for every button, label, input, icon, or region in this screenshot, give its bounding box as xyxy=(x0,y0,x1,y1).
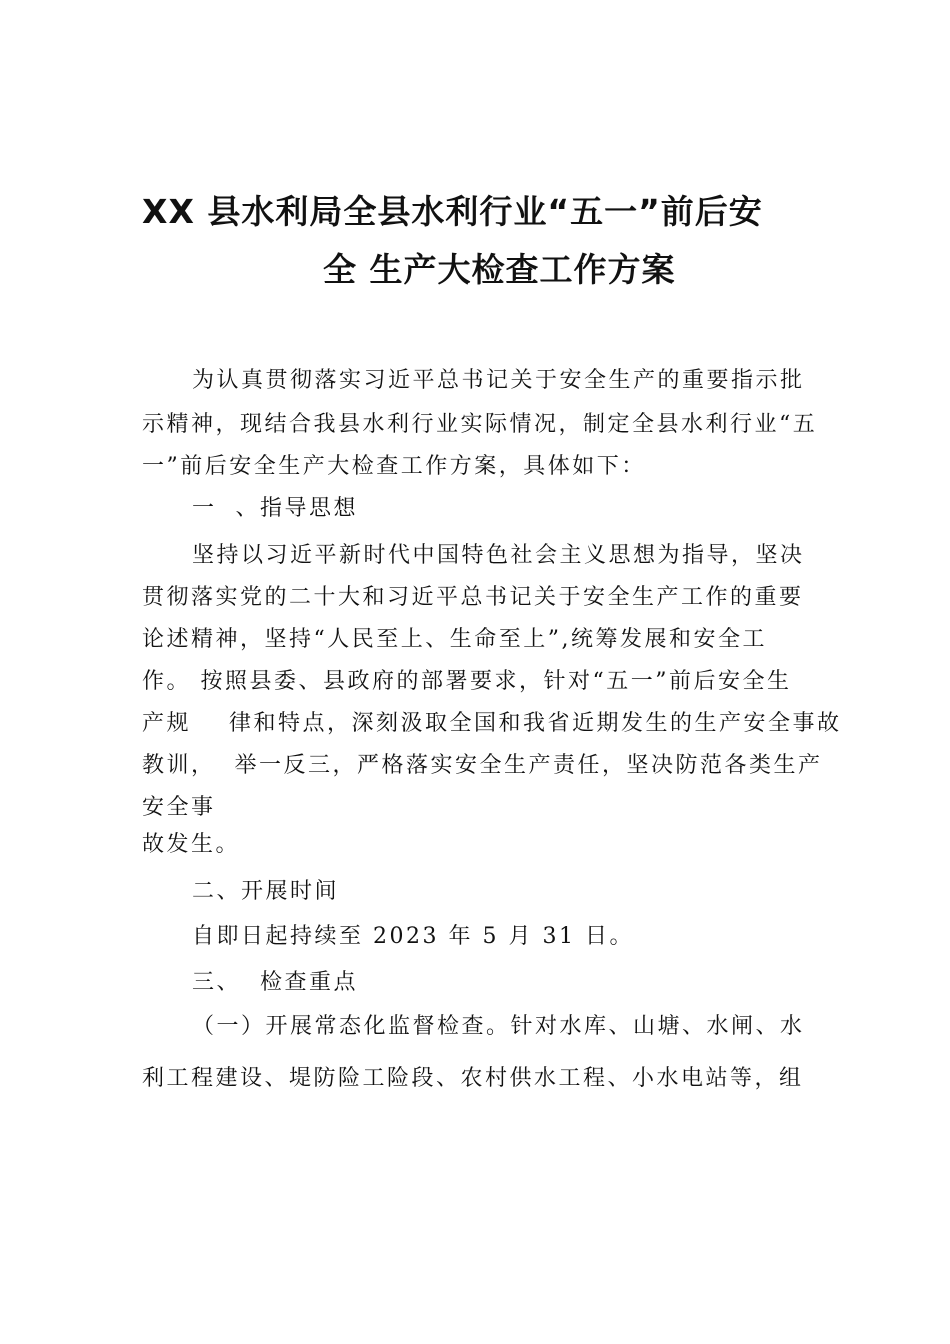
section1-line-3: 论述精神，坚持“人民至上、生命至上”,统筹发展和安全工 xyxy=(142,627,767,652)
intro-line-3: 一”前后安全生产大检查工作方案，具体如下： xyxy=(142,454,646,479)
section3-line-2: 利工程建设、堤防险工险段、农村供水工程、小水电站等，组 xyxy=(142,1066,804,1091)
section1-line-5: 产规 律和特点，深刻汲取全国和我省近期发生的生产安全事故 xyxy=(142,711,842,736)
section3-line-1: （一）开展常态化监督检查。针对水库、山塘、水闸、水 xyxy=(192,1014,805,1039)
section-heading-guiding-thought: 一 、指导思想 xyxy=(192,496,358,521)
section1-line-8: 故发生。 xyxy=(142,832,241,857)
intro-line-2: 示精神，现结合我县水利行业实际情况，制定全县水利行业“五 xyxy=(142,412,818,437)
document-title-line-1: XX 县水利局全县水利行业“五一”前后安 xyxy=(142,192,763,231)
document-title-line-2: 全 生产大检查工作方案 xyxy=(323,250,676,289)
section1-line-6: 教训， 举一反三，严格落实安全生产责任，坚决防范各类生产 xyxy=(142,753,823,778)
section1-line-7: 安全事 xyxy=(142,795,216,820)
section1-line-1: 坚持以习近平新时代中国特色社会主义思想为指导，坚决 xyxy=(192,543,805,568)
section-heading-schedule: 二、开展时间 xyxy=(192,879,340,904)
intro-line-1: 为认真贯彻落实习近平总书记关于安全生产的重要指示批 xyxy=(192,368,805,393)
section-heading-inspection-focus: 三、 检查重点 xyxy=(192,970,358,995)
section1-line-4: 作。 按照县委、县政府的部署要求，针对“五一”前后安全生 xyxy=(142,669,792,694)
section1-line-2: 贯彻落实党的二十大和习近平总书记关于安全生产工作的重要 xyxy=(142,585,804,610)
section2-body: 自即日起持续至 2023 年 5 月 31 日。 xyxy=(192,924,634,949)
